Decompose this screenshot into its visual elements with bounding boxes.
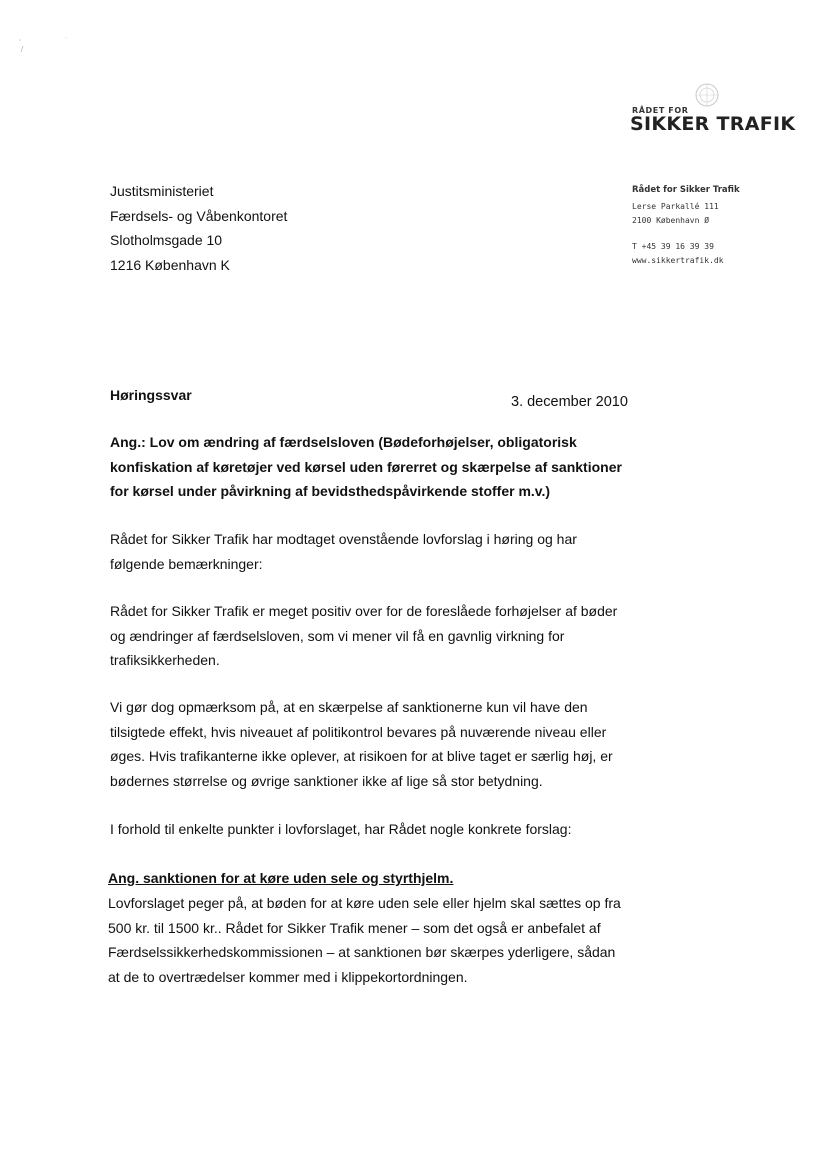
text-line: tilsigtede effekt, hvis niveauet af politikontrol bevares på nuværende niveau eller: [110, 723, 607, 740]
letter-date: 3. december 2010: [511, 394, 628, 410]
text-line: 500 kr. til 1500 kr.. Rådet for Sikker Trafik mener – som det også er anbefalet af: [108, 919, 601, 936]
subject-line: Ang.: Lov om ændring af færdselsloven (Bødeforhøjelser, obligatorisk: [110, 434, 577, 450]
text-line: øges. Hvis trafikanterne ikke oplever, at risikoen for at blive taget er særlig høj, er: [110, 748, 613, 764]
recipient-line: Slotholmsgade 10: [110, 232, 223, 248]
scan-mark: [18, 36, 78, 56]
recipient-line: 1216 København K: [110, 256, 230, 273]
sender-org: Rådet for Sikker Trafik: [632, 185, 740, 195]
text-line: Rådet for Sikker Trafik er meget positiv over for de foreslåede forhøjelser af bøder: [110, 603, 618, 619]
text-line: trafiksikkerheden.: [110, 652, 220, 668]
paragraph-4: [110, 817, 670, 842]
text-line: og ændringer af færdselsloven, som vi mener vil få en gavnlig virkning for: [110, 627, 565, 644]
text-line: bødernes størrelse og øvrige sanktioner ikke af lige så stor betydning.: [110, 772, 543, 789]
text-line: I forhold til enkelte punkter i lovforslaget, har Rådet nogle konkrete forslag:: [110, 821, 572, 837]
paragraph-5: [108, 891, 668, 989]
text-line: at de to overtrædelser kommer med i klippekortordningen.: [108, 968, 468, 985]
paragraph-1: [110, 527, 670, 576]
logo-emblem-icon: [694, 82, 720, 108]
sender-web: www.sikkertrafik.dk: [632, 256, 724, 265]
text-line: Vi gør dog opmærksom på, at en skærpelse af sanktionerne kun vil have den: [110, 699, 588, 715]
logo: [630, 82, 796, 138]
subject: [110, 430, 670, 504]
recipient-line: Justitsministeriet: [110, 183, 214, 199]
sender-block: [632, 185, 740, 268]
text-line: Lovforslaget peger på, at bøden for at køre uden sele eller hjelm skal sættes op fra: [108, 895, 621, 911]
text-line: følgende bemærkninger:: [110, 555, 263, 572]
paragraph-2: [110, 599, 670, 673]
paragraph-3: [110, 695, 670, 793]
logo-text-small: RÅDET FOR: [632, 106, 689, 115]
sender-phone: T +45 39 16 39 39: [632, 242, 714, 251]
letter-heading: Høringssvar: [110, 387, 192, 403]
sender-address-2: 2100 København Ø: [632, 216, 710, 225]
text-line: Færdselssikkerhedskommissionen – at sanktionen bør skærpes yderligere, sådan: [108, 944, 616, 960]
sender-address-1: Lerse Parkallé 111: [632, 202, 719, 211]
section-heading: Ang. sanktionen for at køre uden sele og styrthjelm.: [108, 870, 454, 886]
subject-line: for kørsel under påvirkning af bevidsthedspåvirkende stoffer m.v.): [110, 483, 551, 499]
text-line: Rådet for Sikker Trafik har modtaget ovenstående lovforslag i høring og har: [110, 531, 577, 547]
subject-line: konfiskation af køretøjer ved kørsel uden førerret og skærpelse af sanktioner: [110, 458, 622, 475]
logo-text-big: SIKKER TRAFIK: [630, 113, 796, 135]
recipient-line: Færdsels- og Våbenkontoret: [110, 207, 288, 224]
recipient-address: [110, 179, 287, 277]
